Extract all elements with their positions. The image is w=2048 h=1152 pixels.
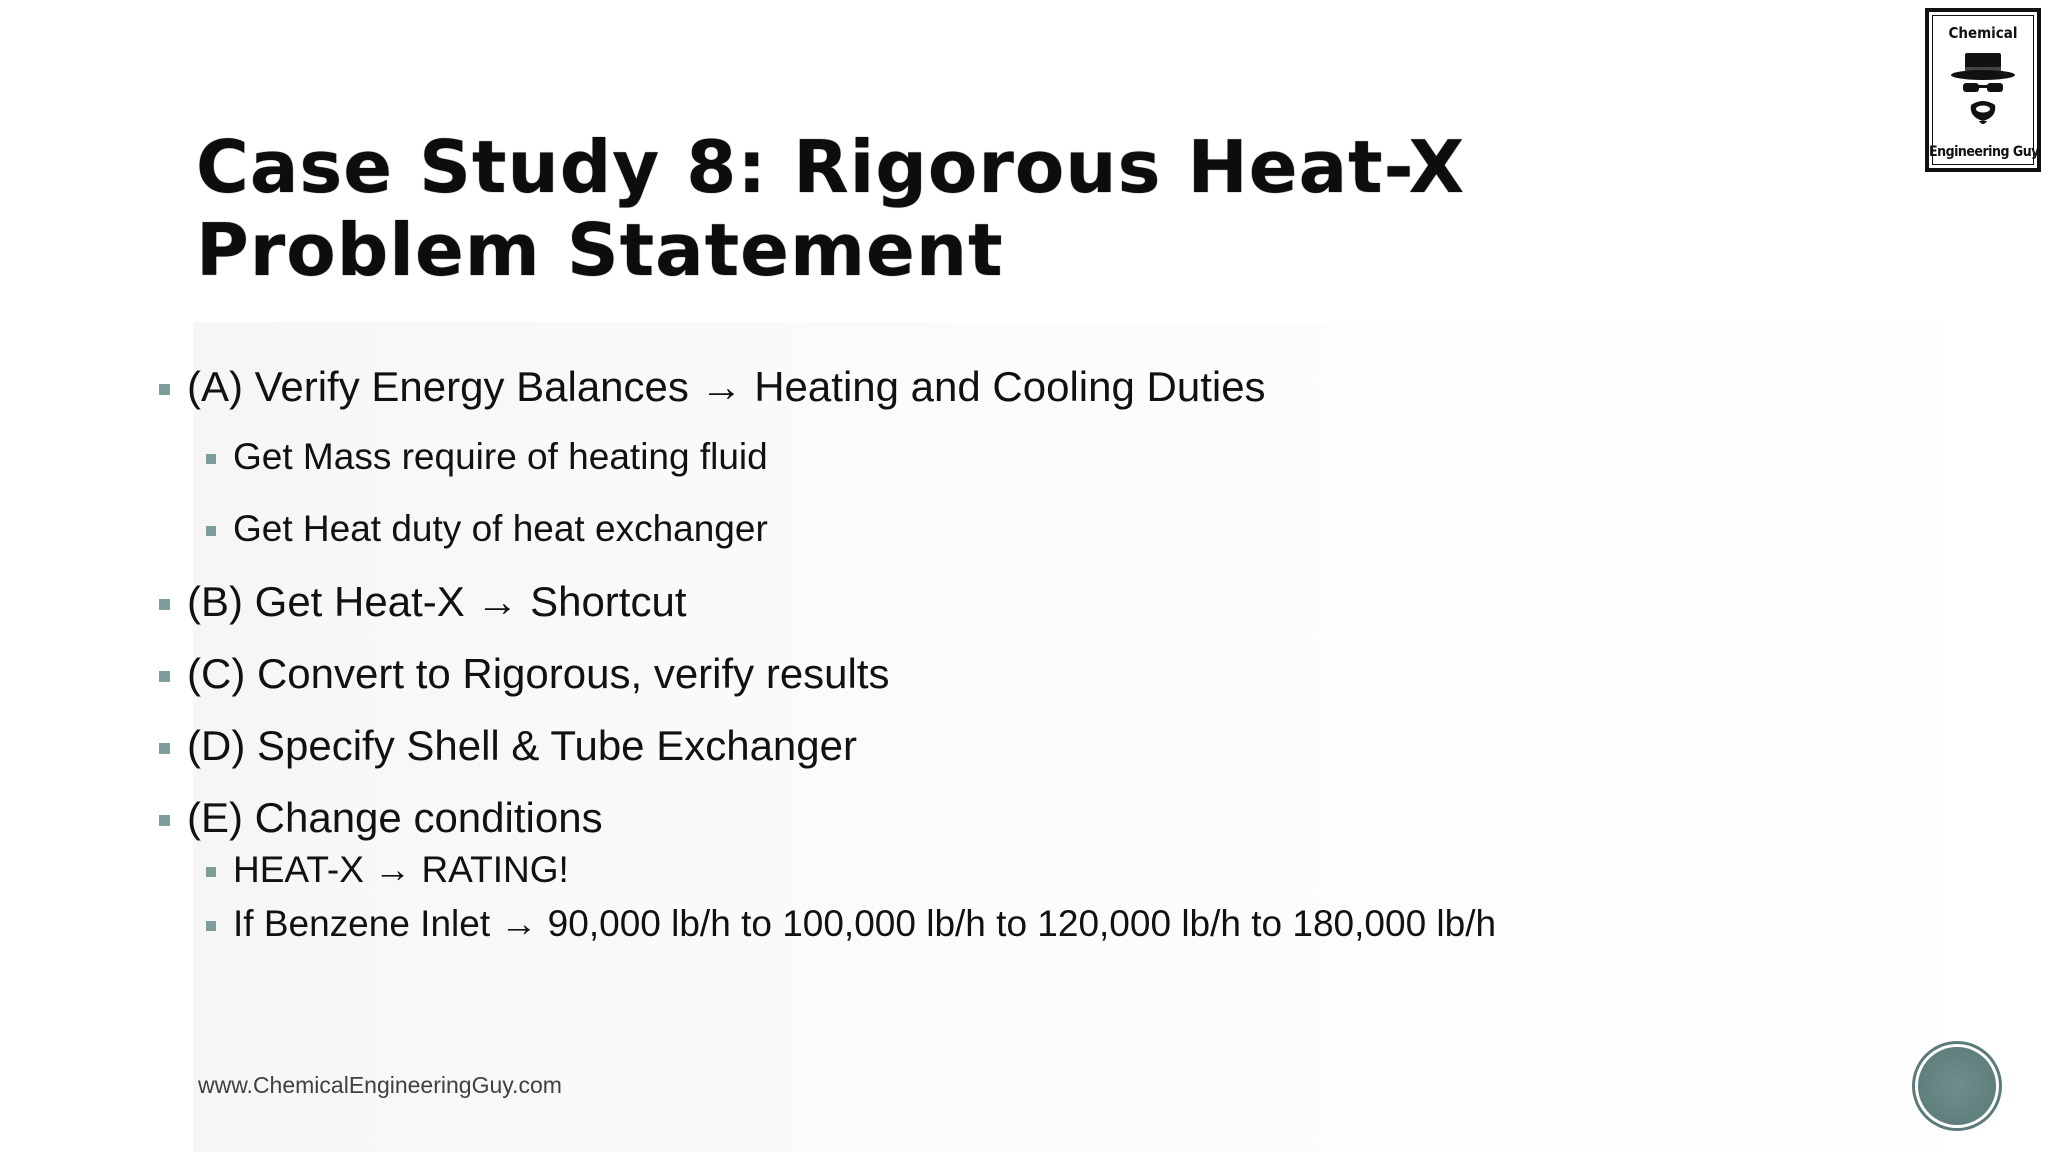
- bullet-marker: [159, 599, 170, 610]
- logo-bottom-text: Engineering Guy: [1929, 144, 2039, 160]
- footer-url: www.ChemicalEngineeringGuy.com: [198, 1072, 562, 1098]
- bullet-e: [187, 793, 603, 843]
- sub-bullet-heat-duty: [233, 507, 768, 551]
- bullet-text: HEAT-X → RATING!: [233, 849, 569, 890]
- bullet-text: Get Mass require of heating fluid: [233, 436, 768, 477]
- slide-nav-button[interactable]: [1918, 1047, 1996, 1125]
- bullet-text: (B) Get Heat-X → Shortcut: [187, 578, 687, 625]
- bullet-text: (E) Change conditions: [187, 794, 603, 841]
- bullet-marker: [159, 671, 170, 682]
- bullet-text: (A) Verify Energy Balances → Heating and Cooling Duties: [187, 363, 1266, 410]
- sub-bullet-mass: [233, 435, 768, 479]
- bullet-marker: [206, 454, 216, 464]
- logo: [1925, 8, 2041, 172]
- bullet-text: Get Heat duty of heat exchanger: [233, 508, 768, 549]
- bullet-text: (C) Convert to Rigorous, verify results: [187, 650, 890, 697]
- bullet-marker: [206, 526, 216, 536]
- slide-title-line1: Case Study 8: Rigorous Heat-X: [196, 125, 1466, 209]
- bullet-marker: [206, 867, 216, 877]
- bullet-d: [187, 721, 857, 771]
- bullet-marker: [206, 921, 216, 931]
- sub-bullet-rating: [233, 848, 569, 892]
- bullet-text: (D) Specify Shell & Tube Exchanger: [187, 722, 857, 769]
- bullet-a: [187, 362, 1266, 412]
- bullet-b: [187, 577, 687, 627]
- hat-glasses-beard-logo-icon: [1949, 47, 2017, 139]
- logo-top-text: Chemical: [1948, 24, 2018, 42]
- bullet-text: If Benzene Inlet → 90,000 lb/h to 100,000 lb/h to 120,000 lb/h to 180,000 lb/h: [233, 903, 1497, 944]
- slide-title-line2: Problem Statement: [196, 208, 1004, 292]
- bullet-c: [187, 649, 890, 699]
- slide-title: [196, 126, 1696, 292]
- bullet-marker: [159, 743, 170, 754]
- bullet-marker: [159, 815, 170, 826]
- bullet-marker: [159, 384, 170, 395]
- sub-bullet-benzene: [233, 902, 1496, 946]
